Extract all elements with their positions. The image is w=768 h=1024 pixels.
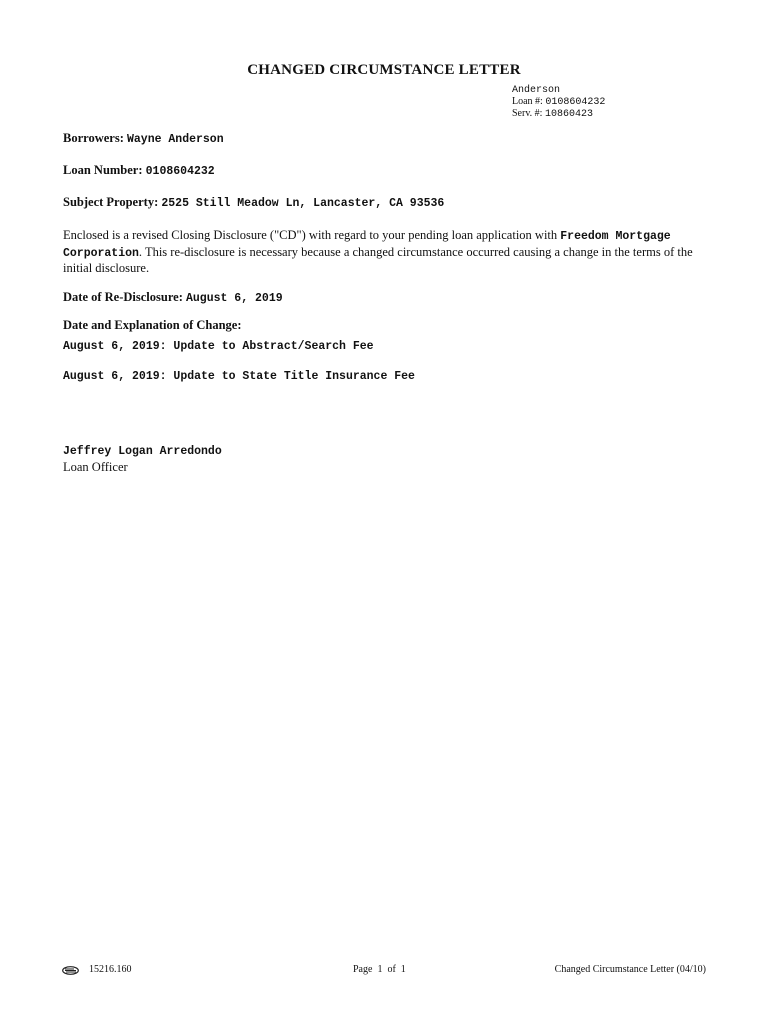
header-serv-value: 10860423 xyxy=(544,109,593,120)
loan-number-value: 0108604232 xyxy=(145,165,215,178)
header-loan-value: 0108604232 xyxy=(545,97,606,108)
footer-form-title: Changed Circumstance Letter (04/10) xyxy=(554,964,706,975)
signer-name: Jeffrey Logan Arredondo xyxy=(63,445,222,458)
paragraph-text-2: . This re-disclosure is necessary because a changed circumstance occurred causing a change in the terms of the initial disclosure. xyxy=(63,244,693,275)
change-item: August 6, 2019: Update to Abstract/Search Fee xyxy=(63,340,374,353)
change-heading-label: Date and Explanation of Change: xyxy=(63,318,242,332)
redisclosure-date-value: August 6, 2019 xyxy=(186,292,283,305)
footer-page-label: Page xyxy=(353,964,373,975)
borrowers-label: Borrowers: xyxy=(63,131,124,145)
footer-page-current: 1 xyxy=(377,964,383,975)
signer-title: Loan Officer xyxy=(63,460,128,474)
footer-form-number: 15216.160 xyxy=(89,964,132,975)
loan-header-block xyxy=(512,84,605,120)
footer-page-indicator xyxy=(353,964,406,975)
paragraph-text-1: Enclosed is a revised Closing Disclosure ("CD") with regard to your pending loan application with xyxy=(63,228,561,242)
change-item: August 6, 2019: Update to State Title Insurance Fee xyxy=(63,370,415,383)
borrowers-field xyxy=(63,131,224,146)
subject-property-field xyxy=(63,195,444,210)
form-logo-icon xyxy=(62,966,79,975)
loan-number-field xyxy=(63,163,215,178)
document-title: CHANGED CIRCUMSTANCE LETTER xyxy=(247,62,521,78)
subject-property-value: 2525 Still Meadow Ln, Lancaster, CA 93536 xyxy=(161,197,445,210)
footer-page-total: 1 xyxy=(400,964,406,975)
footer-page-of: of xyxy=(387,964,396,975)
loan-number-label: Loan Number: xyxy=(63,163,143,177)
disclosure-paragraph xyxy=(63,228,707,277)
header-loan-label: Loan #: xyxy=(512,96,543,107)
redisclosure-date-field xyxy=(63,290,283,305)
redisclosure-date-label: Date of Re-Disclosure: xyxy=(63,290,183,304)
header-borrower-name: Anderson xyxy=(512,85,561,96)
change-heading xyxy=(63,318,242,333)
borrowers-value: Wayne Anderson xyxy=(126,133,224,146)
subject-property-label: Subject Property: xyxy=(63,195,159,209)
header-serv-label: Serv. #: xyxy=(512,108,543,119)
lender-name: Freedom Mortgage Corporation xyxy=(63,230,671,260)
